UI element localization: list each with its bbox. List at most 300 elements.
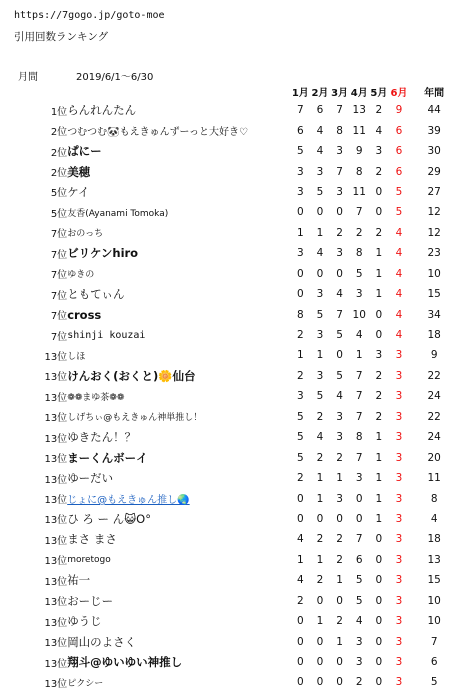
- month-3-count: 2: [336, 615, 343, 628]
- table-row: [0, 570, 459, 590]
- month-4-count: 3: [355, 635, 363, 648]
- user-name: まーくんボーイ: [67, 450, 148, 465]
- user-name-cell: [67, 509, 290, 529]
- month-3-count: 4: [336, 390, 343, 403]
- user-name: おーじー: [67, 593, 114, 608]
- annual-total: 11: [427, 472, 441, 485]
- month-2-count: 4: [316, 431, 324, 444]
- month-6-count: 3: [395, 369, 403, 382]
- user-name-cell: [67, 631, 290, 651]
- month-5-count: 4: [375, 124, 383, 137]
- table-row: [0, 447, 459, 467]
- month-3-count: 0: [336, 594, 343, 607]
- rank-cell: 13位: [44, 678, 68, 690]
- month-4-count: 7: [355, 206, 363, 219]
- user-name: ビリケンhiro: [67, 246, 139, 261]
- month-4-count: 5: [355, 594, 363, 607]
- annual-total: 30: [427, 145, 441, 158]
- month-2-count: 0: [316, 656, 324, 669]
- month-2-count: 4: [316, 247, 324, 260]
- month-header-4: 4月: [350, 87, 368, 99]
- annual-total: 22: [427, 369, 441, 382]
- month-3-count: 8: [336, 124, 343, 137]
- month-5-count: 0: [375, 594, 383, 607]
- user-name-cell: [67, 161, 290, 181]
- user-name-cell: [67, 550, 290, 570]
- user-name: moretogo: [67, 555, 111, 566]
- user-name[interactable]: じょに@もえきゅん推し🌏: [67, 495, 190, 507]
- month-4-count: 2: [355, 226, 363, 239]
- month-4-count: 3: [355, 472, 363, 485]
- month-5-count: 0: [375, 533, 383, 546]
- month-1-count: 0: [296, 492, 304, 505]
- month-6-count: 6: [395, 165, 403, 178]
- rank-cell: 13位: [44, 556, 68, 568]
- annual-total: 5: [430, 676, 438, 689]
- month-1-count: 6: [296, 124, 304, 137]
- month-3-count: 7: [336, 165, 343, 178]
- month-2-count: 1: [316, 615, 324, 628]
- user-name: shinji kouzai: [67, 329, 146, 341]
- month-header-6: 6月: [390, 87, 408, 99]
- table-row: [0, 325, 459, 345]
- annual-total: 10: [427, 615, 441, 628]
- month-4-count: 5: [355, 574, 363, 587]
- user-name: ❁❁まゆ茶❁❁: [67, 392, 125, 403]
- month-4-count: 7: [355, 410, 363, 423]
- month-4-count: 0: [355, 492, 363, 505]
- month-5-count: 1: [375, 512, 383, 525]
- ranking-body: [0, 100, 459, 693]
- annual-total: 24: [427, 390, 441, 403]
- user-name: しげちぃ@もえきゅん神単推し！: [67, 413, 203, 424]
- month-3-count: 3: [336, 492, 343, 505]
- month-2-count: 2: [316, 451, 324, 464]
- rank-cell: 13位: [44, 413, 68, 425]
- rank-cell: 2位: [50, 147, 68, 159]
- month-4-count: 11: [352, 185, 366, 198]
- month-6-count: 3: [395, 676, 403, 689]
- user-name-cell: [67, 100, 290, 120]
- user-name: ピクシー: [67, 678, 104, 689]
- month-3-count: 5: [336, 329, 343, 342]
- annual-total: 20: [427, 451, 441, 464]
- month-3-count: 3: [336, 247, 343, 260]
- month-2-count: 2: [316, 410, 324, 423]
- month-5-count: 0: [375, 329, 383, 342]
- month-2-count: 6: [316, 104, 324, 117]
- month-2-count: 0: [316, 267, 324, 280]
- month-5-count: 2: [375, 226, 383, 239]
- rank-cell: 13位: [44, 372, 68, 384]
- month-5-count: 2: [375, 104, 383, 117]
- month-3-count: 7: [336, 308, 343, 321]
- site-url: https://7gogo.jp/goto-moe: [14, 10, 165, 21]
- month-2-count: 5: [316, 390, 324, 403]
- month-2-count: 5: [316, 308, 324, 321]
- annual-total: 22: [427, 410, 441, 423]
- month-2-count: 0: [316, 512, 324, 525]
- month-4-count: 7: [355, 390, 363, 403]
- month-4-count: 8: [355, 431, 363, 444]
- user-name: らんれんたん: [67, 103, 137, 118]
- month-1-count: 4: [296, 533, 304, 546]
- table-row: [0, 386, 459, 406]
- month-1-count: 0: [296, 676, 304, 689]
- user-name-cell: [67, 672, 290, 692]
- annual-total: 34: [427, 308, 441, 321]
- rank-cell: 13位: [44, 351, 68, 363]
- annual-total: 44: [427, 104, 441, 117]
- table-row: [0, 223, 459, 243]
- table-row: [0, 611, 459, 631]
- name-header: [67, 82, 290, 100]
- user-name-cell: [67, 120, 290, 140]
- month-6-count: 4: [395, 288, 403, 301]
- month-5-count: 0: [375, 676, 383, 689]
- annual-total: 8: [430, 492, 438, 505]
- month-1-count: 1: [296, 553, 304, 566]
- user-name: 美穂: [67, 164, 91, 179]
- user-name: ケイ: [67, 184, 90, 199]
- annual-total: 13: [427, 553, 441, 566]
- month-5-count: 3: [375, 349, 383, 362]
- user-name-cell: [67, 345, 290, 365]
- user-name-cell: [67, 570, 290, 590]
- month-3-count: 1: [336, 635, 343, 648]
- month-1-count: 2: [296, 472, 304, 485]
- rank-cell: 7位: [50, 229, 68, 241]
- month-6-count: 3: [395, 635, 403, 648]
- month-1-count: 0: [296, 615, 304, 628]
- table-row: [0, 202, 459, 222]
- user-name-cell: [67, 366, 290, 386]
- month-4-count: 3: [355, 656, 363, 669]
- table-row: [0, 284, 459, 304]
- month-4-count: 7: [355, 369, 363, 382]
- month-1-count: 5: [296, 410, 304, 423]
- annual-total: 15: [427, 574, 441, 587]
- month-5-count: 2: [375, 390, 383, 403]
- month-1-count: 4: [296, 574, 304, 587]
- month-header-5: 5月: [370, 87, 388, 99]
- user-name-cell: [67, 284, 290, 304]
- month-2-count: 0: [316, 635, 324, 648]
- month-2-count: 0: [316, 206, 324, 219]
- month-2-count: 1: [316, 492, 324, 505]
- user-name: ゆきたん！？: [67, 430, 137, 445]
- user-name-cell: [67, 447, 290, 467]
- month-6-count: 3: [395, 451, 403, 464]
- user-name: 祐一: [67, 573, 91, 588]
- month-5-count: 0: [375, 308, 383, 321]
- month-5-count: 0: [375, 574, 383, 587]
- rank-cell: 13位: [44, 515, 68, 527]
- month-4-count: 8: [355, 247, 363, 260]
- month-1-count: 0: [296, 512, 304, 525]
- annual-total: 6: [430, 656, 438, 669]
- table-row: [0, 366, 459, 386]
- user-name-cell: [67, 202, 290, 222]
- rank-cell: 13位: [44, 658, 68, 670]
- month-5-count: 2: [375, 369, 383, 382]
- month-4-count: 3: [355, 288, 363, 301]
- table-row: [0, 264, 459, 284]
- month-header-2: 2月: [311, 87, 329, 99]
- month-2-count: 3: [316, 288, 324, 301]
- rank-cell: 13位: [44, 433, 68, 445]
- month-6-count: 5: [395, 185, 403, 198]
- user-name-cell: [67, 304, 290, 324]
- month-6-count: 3: [395, 390, 403, 403]
- month-3-count: 0: [336, 206, 343, 219]
- month-1-count: 1: [296, 349, 304, 362]
- annual-total: 10: [427, 267, 441, 280]
- table-row: [0, 182, 459, 202]
- month-1-count: 0: [296, 656, 304, 669]
- month-4-count: 10: [352, 308, 366, 321]
- annual-total: 18: [427, 329, 441, 342]
- month-5-count: 1: [375, 472, 383, 485]
- user-name-cell: [67, 427, 290, 447]
- table-row: [0, 161, 459, 181]
- month-3-count: 2: [336, 226, 343, 239]
- month-1-count: 5: [296, 451, 304, 464]
- table-row: [0, 529, 459, 549]
- rank-cell: 1位: [50, 106, 68, 118]
- rank-cell: 13位: [44, 638, 68, 650]
- rank-cell: 13位: [44, 617, 68, 629]
- rank-cell: 2位: [50, 168, 68, 180]
- rank-cell: 13位: [44, 576, 68, 588]
- month-6-count: 6: [395, 124, 403, 137]
- user-name: ゆうじ: [67, 614, 102, 629]
- month-4-count: 2: [355, 676, 363, 689]
- table-row: [0, 468, 459, 488]
- month-3-count: 0: [336, 267, 343, 280]
- month-6-count: 3: [395, 410, 403, 423]
- rank-cell: 7位: [50, 331, 68, 343]
- month-3-count: 0: [336, 349, 343, 362]
- user-name: つむつむ🐼もえきゅんずーっと大好き♡: [67, 127, 248, 139]
- month-6-count: 3: [395, 472, 403, 485]
- month-1-count: 0: [296, 635, 304, 648]
- user-name-cell: [67, 325, 290, 345]
- table-row: [0, 488, 459, 508]
- rank-cell: 7位: [50, 311, 68, 323]
- month-3-count: 1: [336, 472, 343, 485]
- month-6-count: 3: [395, 349, 403, 362]
- month-4-count: 5: [355, 267, 363, 280]
- user-name-cell: [67, 182, 290, 202]
- month-1-count: 0: [296, 206, 304, 219]
- month-6-count: 4: [395, 329, 403, 342]
- month-5-count: 1: [375, 431, 383, 444]
- rank-cell: 13位: [44, 454, 68, 466]
- user-name-link[interactable]: [67, 488, 290, 508]
- annual-total: 10: [427, 594, 441, 607]
- month-5-count: 2: [375, 410, 383, 423]
- table-row: [0, 345, 459, 365]
- user-name-cell: [67, 529, 290, 549]
- month-3-count: 7: [336, 104, 343, 117]
- month-4-count: 13: [352, 104, 366, 117]
- month-1-count: 3: [296, 185, 304, 198]
- month-2-count: 3: [316, 329, 324, 342]
- month-3-count: 3: [336, 410, 343, 423]
- user-name: おのっち: [67, 229, 104, 240]
- user-name-cell: [67, 243, 290, 263]
- month-1-count: 5: [296, 145, 304, 158]
- month-5-count: 0: [375, 206, 383, 219]
- month-4-count: 6: [355, 553, 363, 566]
- table-header-row: [0, 82, 459, 100]
- month-1-count: 3: [296, 390, 304, 403]
- rank-cell: 5位: [50, 208, 68, 220]
- month-1-count: 1: [296, 226, 304, 239]
- month-3-count: 5: [336, 369, 343, 382]
- page-title: 引用回数ランキング: [14, 31, 109, 43]
- month-1-count: 0: [296, 267, 304, 280]
- month-6-count: 3: [395, 533, 403, 546]
- month-1-count: 2: [296, 369, 304, 382]
- user-name: cross: [67, 307, 102, 322]
- month-4-count: 7: [355, 533, 363, 546]
- month-6-count: 4: [395, 226, 403, 239]
- annual-total: 39: [427, 124, 441, 137]
- month-header-3: 3月: [331, 87, 349, 99]
- user-name: ゆきの: [67, 270, 95, 281]
- month-2-count: 1: [316, 472, 324, 485]
- table-row: [0, 407, 459, 427]
- month-3-count: 0: [336, 656, 343, 669]
- month-1-count: 7: [296, 104, 304, 117]
- annual-total: 24: [427, 431, 441, 444]
- user-name-cell: [67, 468, 290, 488]
- month-6-count: 6: [395, 145, 403, 158]
- month-4-count: 4: [355, 615, 363, 628]
- month-6-count: 3: [395, 656, 403, 669]
- table-row: [0, 652, 459, 672]
- annual-total: 27: [427, 185, 441, 198]
- month-6-count: 4: [395, 267, 403, 280]
- user-name-cell: [67, 591, 290, 611]
- month-header-1: 1月: [291, 87, 309, 99]
- month-6-count: 3: [395, 553, 403, 566]
- month-4-count: 0: [355, 512, 363, 525]
- month-2-count: 3: [316, 165, 324, 178]
- user-name: ぱにー: [67, 144, 102, 159]
- month-2-count: 2: [316, 574, 324, 587]
- month-2-count: 4: [316, 145, 324, 158]
- month-1-count: 2: [296, 594, 304, 607]
- month-5-count: 1: [375, 267, 383, 280]
- month-5-count: 0: [375, 615, 383, 628]
- month-5-count: 2: [375, 165, 383, 178]
- month-5-count: 0: [375, 185, 383, 198]
- month-3-count: 3: [336, 431, 343, 444]
- user-name: 岡山のよさく: [67, 634, 137, 649]
- month-6-count: 3: [395, 512, 403, 525]
- month-2-count: 0: [316, 676, 324, 689]
- month-6-count: 3: [395, 431, 403, 444]
- month-5-count: 1: [375, 288, 383, 301]
- user-name: 翔斗@ゆいゆい神推し: [67, 655, 183, 670]
- table-row: [0, 509, 459, 529]
- rank-cell: 7位: [50, 290, 68, 302]
- month-1-count: 3: [296, 247, 304, 260]
- month-2-count: 2: [316, 533, 324, 546]
- table-row: [0, 243, 459, 263]
- rank-cell: 13位: [44, 474, 68, 486]
- user-name: ゆーだい: [67, 471, 114, 486]
- month-4-count: 7: [355, 451, 363, 464]
- month-4-count: 4: [355, 329, 363, 342]
- month-3-count: 2: [336, 553, 343, 566]
- month-1-count: 5: [296, 431, 304, 444]
- annual-total: 7: [430, 635, 438, 648]
- month-3-count: 0: [336, 512, 343, 525]
- month-2-count: 3: [316, 369, 324, 382]
- user-name: けんおく(おくと)🌼仙台: [67, 368, 196, 383]
- month-3-count: 3: [336, 145, 343, 158]
- month-3-count: 0: [336, 676, 343, 689]
- table-row: [0, 631, 459, 651]
- rank-cell: 7位: [50, 249, 68, 261]
- month-4-count: 8: [355, 165, 363, 178]
- user-name-cell: [67, 611, 290, 631]
- month-2-count: 0: [316, 594, 324, 607]
- month-1-count: 2: [296, 329, 304, 342]
- table-row: [0, 591, 459, 611]
- user-name: まさ まさ: [67, 532, 117, 547]
- month-5-count: 0: [375, 635, 383, 648]
- month-3-count: 3: [336, 185, 343, 198]
- month-2-count: 1: [316, 553, 324, 566]
- month-4-count: 9: [355, 145, 363, 158]
- rank-cell: 2位: [50, 127, 68, 139]
- month-6-count: 3: [395, 574, 403, 587]
- table-row: [0, 672, 459, 692]
- user-name-cell: [67, 223, 290, 243]
- month-3-count: 2: [336, 533, 343, 546]
- month-3-count: 1: [336, 574, 343, 587]
- user-name-cell: [67, 386, 290, 406]
- table-row: [0, 141, 459, 161]
- rank-cell: 13位: [44, 392, 68, 404]
- user-name-cell: [67, 407, 290, 427]
- annual-total: 9: [430, 349, 438, 362]
- month-5-count: 0: [375, 553, 383, 566]
- user-name: ともてぃん: [67, 287, 125, 302]
- annual-total: 12: [427, 206, 441, 219]
- month-1-count: 8: [296, 308, 304, 321]
- month-2-count: 1: [316, 226, 324, 239]
- month-4-count: 1: [355, 349, 363, 362]
- annual-total: 12: [427, 226, 441, 239]
- month-6-count: 3: [395, 594, 403, 607]
- month-5-count: 0: [375, 656, 383, 669]
- table-row: [0, 100, 459, 120]
- month-6-count: 3: [395, 615, 403, 628]
- user-name-cell: [67, 264, 290, 284]
- month-1-count: 3: [296, 165, 304, 178]
- user-name-cell: [67, 652, 290, 672]
- annual-total: 15: [427, 288, 441, 301]
- month-2-count: 4: [316, 124, 324, 137]
- table-row: [0, 304, 459, 324]
- month-2-count: 5: [316, 185, 324, 198]
